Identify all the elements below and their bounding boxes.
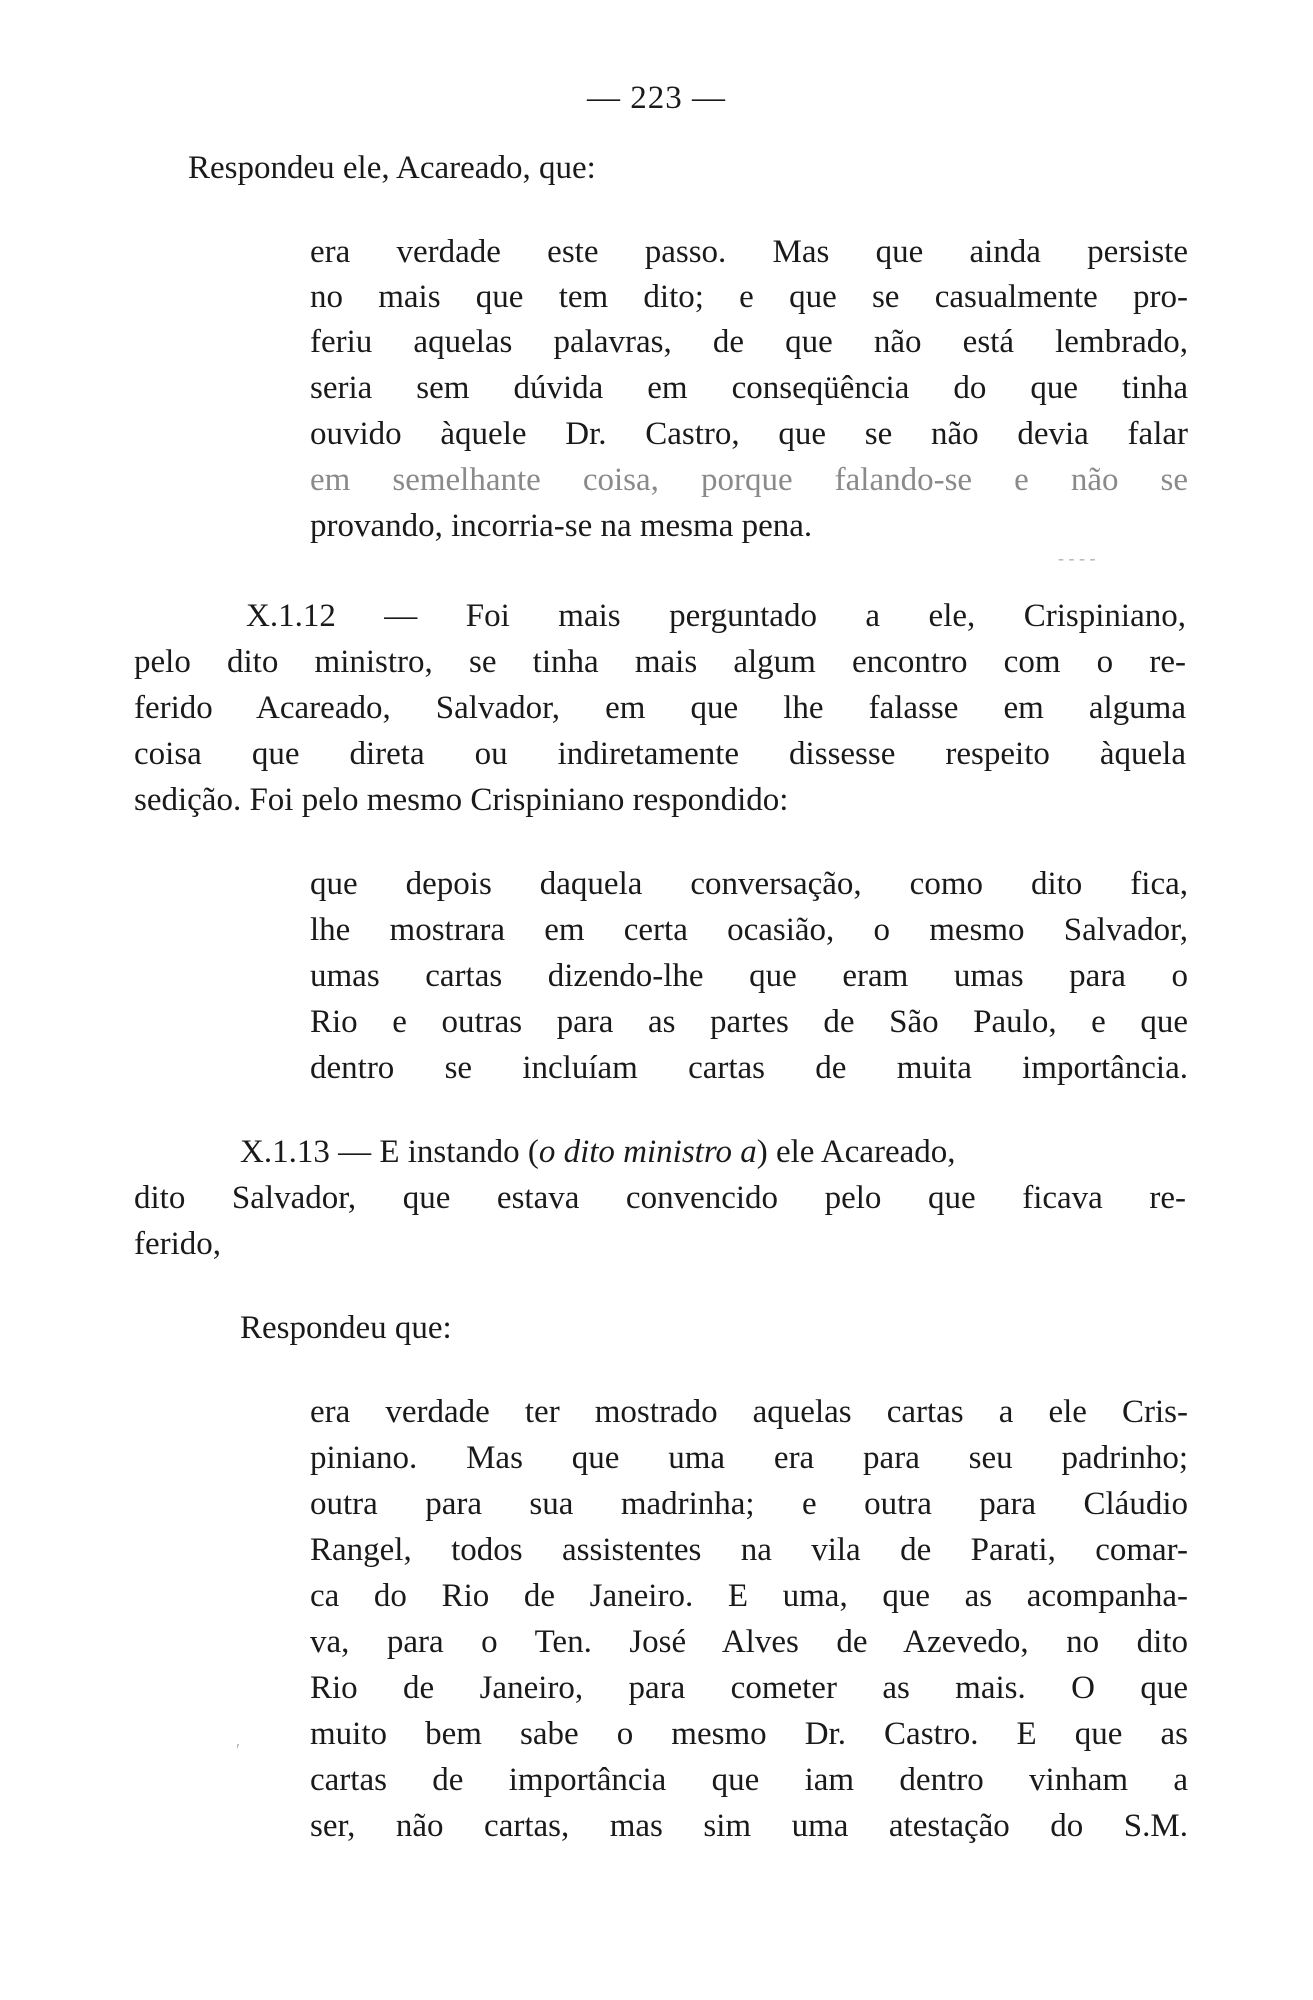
quote-line: outra para sua madrinha; e outra para Cláudio [310,1486,1188,1522]
quote-line: que depois daquela conversação, como dito fica, [310,866,1188,902]
paragraph-line-x113 [240,1130,1186,1174]
quote-line: feriu aquelas palavras, de que não está lembrado, [310,324,1188,360]
quote-line: muito bem sabe o mesmo Dr. Castro. E que as [310,1716,1188,1752]
quote-line: cartas de importância que iam dentro vinham a [310,1762,1188,1798]
paragraph-line: X.1.12 — Foi mais perguntado a ele, Crispiniano, [246,598,1186,634]
answer-intro: Respondeu que: [240,1310,452,1346]
quote-line: Rangel, todos assistentes na vila de Parati, comar- [310,1532,1188,1568]
quote-line: ca do Rio de Janeiro. E uma, que as acompanha- [310,1578,1188,1614]
page-number: — 223 — [587,80,726,116]
scan-mark: ′ [236,1740,240,1760]
quote-line: dentro se incluíam cartas de muita importância. [310,1050,1188,1086]
paragraph-start: X.1.13 — E instando (o dito ministro a) ele Acareado, [240,1134,956,1170]
scan-mark: - - - - [1058,548,1096,568]
quote-line: ouvido àquele Dr. Castro, que se não devia falar [310,416,1188,452]
quote-line: lhe mostrara em certa ocasião, o mesmo Salvador, [310,912,1188,948]
quote-line: Rio e outras para as partes de São Paulo, e que [310,1004,1188,1040]
answer-intro: Respondeu ele, Acareado, que: [188,150,596,186]
quote-line: no mais que tem dito; e que se casualmente pro- [310,279,1188,315]
quote-line: ser, não cartas, mas sim uma atestação do S.M. [310,1808,1188,1844]
paragraph-line: dito Salvador, que estava convencido pelo que ficava re- [134,1180,1186,1216]
paragraph-line: coisa que direta ou indiretamente dissesse respeito àquela [134,736,1186,772]
quote-line: era verdade este passo. Mas que ainda persiste [310,234,1188,270]
quote-line: provando, incorria-se na mesma pena. [310,508,813,544]
paragraph-line: pelo dito ministro, se tinha mais algum encontro com o re- [134,644,1186,680]
quote-line: era verdade ter mostrado aquelas cartas a ele Cris- [310,1394,1188,1430]
paragraph-line: ferido Acareado, Salvador, em que lhe falasse em alguma [134,690,1186,726]
quote-line: piniano. Mas que uma era para seu padrinho; [310,1440,1188,1476]
quote-line: umas cartas dizendo-lhe que eram umas para o [310,958,1188,994]
quote-line: seria sem dúvida em conseqüência do que tinha [310,370,1188,406]
quote-line: em semelhante coisa, porque falando-se e não se [310,462,1188,498]
quote-line: va, para o Ten. José Alves de Azevedo, no dito [310,1624,1188,1660]
paragraph-line: ferido, [134,1226,222,1262]
paragraph-line: sedição. Foi pelo mesmo Crispiniano respondido: [134,782,789,818]
quote-line: Rio de Janeiro, para cometer as mais. O que [310,1670,1188,1706]
